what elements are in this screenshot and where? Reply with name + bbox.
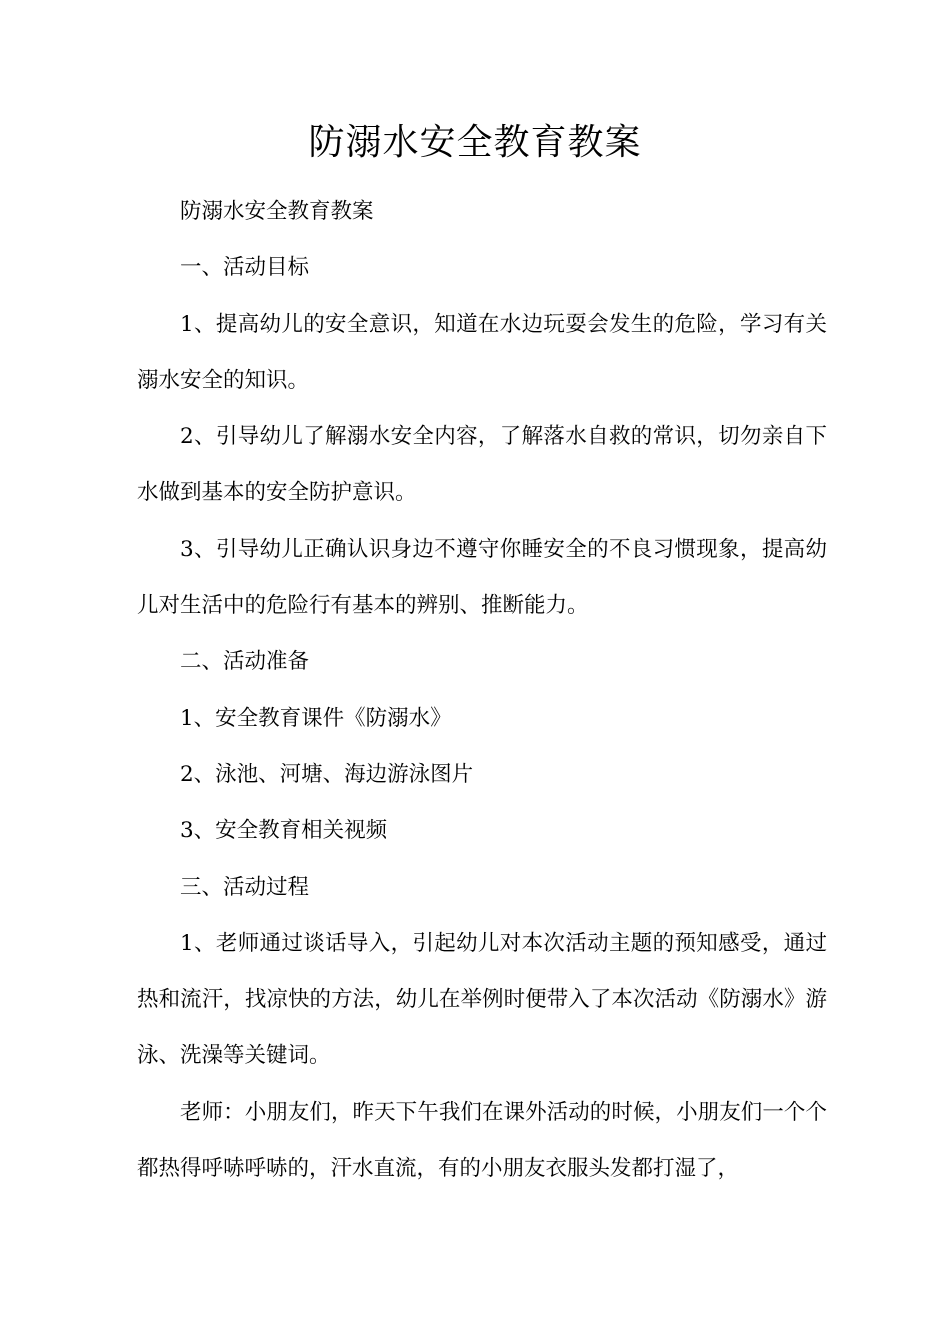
paragraph-goal-2: 2、引导幼儿了解溺水安全内容，了解落水自救的常识，切勿亲自下水做到基本的安全防护意识。 xyxy=(137,424,827,506)
document-body xyxy=(137,184,827,1197)
section-heading-process: 三、活动过程 xyxy=(180,874,310,900)
paragraph-prep-2: 2、泳池、河塘、海边游泳图片 xyxy=(180,761,474,787)
paragraph-process-1: 1、老师通过谈话导入，引起幼儿对本次活动主题的预知感受，通过热和流汗，找凉快的方法，幼儿在举例时便带入了本次活动《防溺水》游泳、洗澡等关键词。 xyxy=(137,930,827,1069)
paragraph-subtitle: 防溺水安全教育教案 xyxy=(180,199,374,224)
section-heading-goals: 一、活动目标 xyxy=(180,255,310,281)
paragraph-goal-3: 3、引导幼儿正确认识身边不遵守你睡安全的不良习惯现象，提高幼儿对生活中的危险行有基本的辨别、推断能力。 xyxy=(137,536,827,619)
paragraph-teacher-dialogue: 老师：小朋友们，昨天下午我们在课外活动的时候，小朋友们一个个都热得呼哧呼哧的，汗水直流，有的小朋友衣服头发都打湿了， xyxy=(137,1099,827,1182)
paragraph-prep-3: 3、安全教育相关视频 xyxy=(180,818,388,844)
document-title: 防溺水安全教育教案 xyxy=(308,122,642,163)
paragraph-goal-1: 1、提高幼儿的安全意识，知道在水边玩耍会发生的危险，学习有关溺水安全的知识。 xyxy=(137,311,827,393)
paragraph-prep-1: 1、安全教育课件《防溺水》 xyxy=(180,705,452,731)
section-heading-preparation: 二、活动准备 xyxy=(180,649,310,675)
